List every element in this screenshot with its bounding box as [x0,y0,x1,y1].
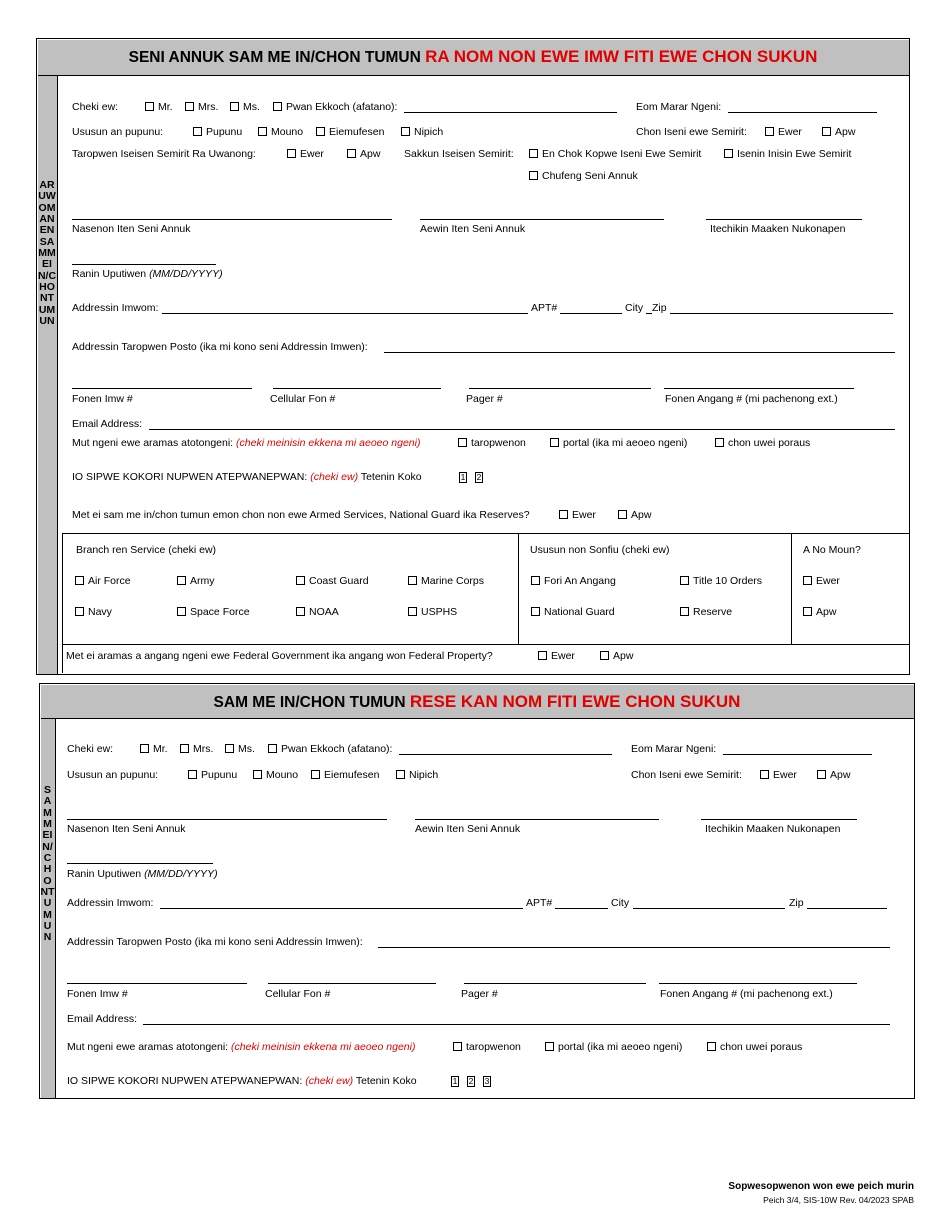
checkbox[interactable] [680,576,689,585]
branch-coast-guard[interactable]: Coast Guard [296,575,369,587]
checkbox[interactable] [253,770,262,779]
s2-nasenon-label: Nasenon Iten Seni Annuk [67,823,186,835]
s2-apt-label: APT# [526,897,553,909]
checkbox[interactable] [316,127,325,136]
checkbox[interactable] [408,576,417,585]
s2-mailing-field[interactable] [378,947,890,948]
moun-no-option[interactable]: Apw [803,606,836,618]
mailing-label: Addressin Taropwen Posto (ika mi kono seni Addressin Imwen): [72,341,368,353]
checkbox[interactable] [401,127,410,136]
s2-title-other-option[interactable]: Pwan Ekkoch (afatano): [268,743,392,755]
s2-title-mrs-option[interactable]: Mrs. [180,743,213,755]
mut-label: Mut ngeni ewe aramas atotongeni: (cheki meinisin ekkena mi aeoeo ngeni) [72,437,421,449]
pager-field[interactable] [469,388,651,389]
checkbox[interactable] [822,127,831,136]
s2-ususun-label: Ususun an pupunu: [67,769,159,781]
checkbox[interactable] [803,607,812,616]
email-field[interactable] [149,429,895,430]
checkbox[interactable] [538,651,547,660]
eom-marar-field[interactable] [728,112,877,113]
checkbox[interactable] [180,744,189,753]
checkbox[interactable] [707,1042,716,1051]
fonen-angang-field[interactable] [664,388,854,389]
checkbox[interactable] [185,102,194,111]
mut-chon-uwei-option[interactable]: chon uwei poraus [715,437,810,449]
itechikin-field[interactable] [706,219,862,220]
checkbox[interactable] [458,438,467,447]
sakkun-option-3[interactable]: Chufeng Seni Annuk [529,170,638,182]
armed-question: Met ei sam me in/chon tumun emon chon non ewe Armed Services, National Guard ika Reserves? [72,509,530,521]
zip-label: Zip [652,302,667,314]
s2-apt-field[interactable] [555,908,608,909]
sonfiu-national-guard[interactable]: National Guard [531,606,615,618]
checkbox[interactable] [75,607,84,616]
s2-title-mr-option[interactable]: Mr. [140,743,168,755]
sakkun-label: Sakkun Iseisen Semirit: [404,148,514,160]
sonfiu-reserve[interactable]: Reserve [680,606,732,618]
checkbox[interactable] [258,127,267,136]
fonen-angang-label: Fonen Angang # (mi pachenong ext.) [665,393,838,405]
section2-header [41,685,914,719]
ususun-nipich-option[interactable]: Nipich [401,126,443,138]
aewin-label: Aewin Iten Seni Annuk [420,223,526,235]
s2-chon-iseni-label: Chon Iseni ewe Semirit: [631,769,742,781]
section2-sidebar-text: SAMMEIN/CHONTUMUN [40,784,55,944]
chon-iseni-yes-option[interactable]: Ewer [765,126,802,138]
taropwen-no-option[interactable]: Apw [347,148,380,160]
ususun-pupunu-option[interactable]: Pupunu [193,126,242,138]
s2-dob-label: Ranin Uputiwen (MM/DD/YYYY) [67,868,218,880]
s2-eom-marar-field[interactable] [723,754,872,755]
s2-itechikin-field[interactable] [701,819,857,820]
branch-header: Branch ren Service (cheki ew) [76,544,217,556]
s2-title-other-field[interactable] [399,754,612,755]
federal-yes-option[interactable]: Ewer [538,650,575,662]
armed-no-option[interactable]: Apw [618,509,651,521]
service-table-top [62,533,909,534]
fonen-imw-label: Fonen Imw # [72,393,133,405]
checkbox[interactable] [765,127,774,136]
checkbox[interactable] [550,438,559,447]
apt-field[interactable] [560,313,622,314]
apt-label: APT# [531,302,558,314]
email-label: Email Address: [72,418,143,430]
s2-ususun-nipich-option[interactable]: Nipich [396,769,438,781]
checkbox[interactable] [600,651,609,660]
branch-army[interactable]: Army [177,575,215,587]
section2-box [39,683,915,1099]
s2-fonen-imw-field[interactable] [67,983,247,984]
koko-2-box[interactable]: 2 [476,472,482,482]
checkbox[interactable] [296,576,305,585]
service-table-div1 [518,533,519,644]
checkbox[interactable] [225,744,234,753]
s2-koko-2-box[interactable]: 2 [468,1076,474,1086]
moun-yes-option[interactable]: Ewer [803,575,840,587]
eom-marar-label: Eom Marar Ngeni: [636,101,722,113]
s2-ususun-mouno-option[interactable]: Mouno [253,769,298,781]
s2-fonen-angang-field[interactable] [659,983,857,984]
armed-yes-option[interactable]: Ewer [559,509,596,521]
checkbox[interactable] [75,576,84,585]
footer-continue: Sopwesopwenon won ewe peich murin [728,1181,914,1192]
branch-space-force[interactable]: Space Force [177,606,250,618]
sonfiu-header: Ususun non Sonfiu (cheki ew) [530,544,670,556]
checkbox[interactable] [296,607,305,616]
chon-iseni-label: Chon Iseni ewe Semirit: [636,126,747,138]
nasenon-field[interactable] [72,219,392,220]
s2-ususun-pupunu-option[interactable]: Pupunu [188,769,237,781]
aewin-field[interactable] [420,219,664,220]
sakkun-option-1[interactable]: En Chok Kopwe Iseni Ewe Semirit [529,148,701,160]
s2-zip-label: Zip [789,897,804,909]
title-other-field[interactable] [404,112,617,113]
checkbox[interactable] [618,510,627,519]
title-mrs-option[interactable]: Mrs. [185,101,218,113]
s2-pager-label: Pager # [461,988,498,1000]
sakkun-option-2[interactable]: Isenin Inisin Ewe Semirit [724,148,851,160]
s2-chon-iseni-yes-option[interactable]: Ewer [760,769,797,781]
mut-portal-option[interactable]: portal (ika mi aeoeo ngeni) [550,437,687,449]
s2-cellular-field[interactable] [268,983,436,984]
branch-usphs[interactable]: USPHS [408,606,457,618]
s2-cellular-label: Cellular Fon # [265,988,331,1000]
city-label: City [625,302,644,314]
s2-aewin-field[interactable] [415,819,659,820]
nasenon-label: Nasenon Iten Seni Annuk [72,223,191,235]
section2-title-black: SAM ME IN/CHON TUMUN [213,693,406,711]
ususun-eiemufesen-option[interactable]: Eiemufesen [316,126,384,138]
s2-title-ms-option[interactable]: Ms. [225,743,255,755]
chon-iseni-no-option[interactable]: Apw [822,126,855,138]
s2-mailing-label: Addressin Taropwen Posto (ika mi kono seni Addressin Imwen): [67,936,363,948]
checkbox[interactable] [347,149,356,158]
federal-question: Met ei aramas a angang ngeni ewe Federal Government ika angang won Federal Property? [66,650,493,662]
section1-title-red: RA NOM NON EWE IMW FITI EWE CHON SUKUN [425,46,818,66]
service-table-left [62,533,63,673]
service-table-bottom [62,644,909,645]
branch-navy[interactable]: Navy [75,606,112,618]
footer-form-id: Peich 3/4, SIS-10W Rev. 04/2023 SPAB [763,1195,914,1205]
mut-taropwenon-option[interactable]: taropwenon [458,437,526,449]
checkbox[interactable] [453,1042,462,1051]
dob-field[interactable] [72,264,216,265]
checkbox[interactable] [545,1042,554,1051]
zip-field[interactable] [670,313,893,314]
section2-title-red: RESE KAN NOM FITI EWE CHON SUKUN [409,691,741,711]
s2-nasenon-field[interactable] [67,819,387,820]
checkbox[interactable] [724,149,733,158]
s2-mut-chon-uwei-option[interactable]: chon uwei poraus [707,1041,802,1053]
checkbox[interactable] [268,744,277,753]
checkbox[interactable] [188,770,197,779]
s2-city-field[interactable] [633,908,785,909]
pager-label: Pager # [466,393,503,405]
sonfiu-title10[interactable]: Title 10 Orders [680,575,762,587]
moun-header: A No Moun? [803,544,861,556]
section1-sidebar [38,76,58,674]
s2-mut-taropwenon-option[interactable]: taropwenon [453,1041,521,1053]
branch-air-force[interactable]: Air Force [75,575,131,587]
taropwen-yes-option[interactable]: Ewer [287,148,324,160]
ususun-mouno-option[interactable]: Mouno [258,126,303,138]
checkbox[interactable] [273,102,282,111]
checkbox[interactable] [193,127,202,136]
s2-io-label: IO SIPWE KOKORI NUPWEN ATEPWANEPWAN: (cheki ew) Tetenin Koko [67,1075,417,1087]
s2-koko-numbers [451,1075,499,1087]
checkbox[interactable] [230,102,239,111]
s2-email-label: Email Address: [67,1013,138,1025]
s2-koko-3-box[interactable]: 3 [484,1076,490,1086]
mailing-field[interactable] [384,352,895,353]
section1-sidebar-text: ARUWOMANENSAMMEIN/CHONTUMUN [37,179,57,328]
cellular-field[interactable] [273,388,441,389]
branch-marine-corps[interactable]: Marine Corps [408,575,484,587]
cellular-label: Cellular Fon # [270,393,336,405]
fonen-imw-field[interactable] [72,388,252,389]
checkbox[interactable] [531,607,540,616]
checkbox[interactable] [140,744,149,753]
title-mr-option[interactable]: Mr. [145,101,173,113]
title-ms-option[interactable]: Ms. [230,101,260,113]
address-field[interactable] [162,313,528,314]
koko-numbers [459,471,491,483]
branch-noaa[interactable]: NOAA [296,606,339,618]
s2-mut-label: Mut ngeni ewe aramas atotongeni: (cheki meinisin ekkena mi aeoeo ngeni) [67,1041,416,1053]
s2-address-label: Addressin Imwom: [67,897,154,909]
taropwen-label: Taropwen Iseisen Semirit Ra Uwanong: [72,148,256,160]
s2-aewin-label: Aewin Iten Seni Annuk [415,823,521,835]
s2-title-label: Cheki ew: [67,743,114,755]
sonfiu-fori[interactable]: Fori An Angang [531,575,616,587]
address-label: Addressin Imwom: [72,302,159,314]
s2-mut-portal-option[interactable]: portal (ika mi aeoeo ngeni) [545,1041,682,1053]
itechikin-label: Itechikin Maaken Nukonapen [710,223,846,235]
section2-sidebar [41,719,56,1098]
checkbox[interactable] [287,149,296,158]
s2-pager-field[interactable] [464,983,646,984]
checkbox[interactable] [760,770,769,779]
title-other-option[interactable]: Pwan Ekkoch (afatano): [273,101,397,113]
s2-address-field[interactable] [160,908,523,909]
checkbox[interactable] [396,770,405,779]
checkbox[interactable] [529,171,538,180]
checkbox[interactable] [715,438,724,447]
io-label: IO SIPWE KOKORI NUPWEN ATEPWANEPWAN: (cheki ew) Tetenin Koko [72,471,422,483]
s2-zip-field[interactable] [807,908,887,909]
section1-title-black: SENI ANNUK SAM ME IN/CHON TUMUN [128,48,421,66]
checkbox[interactable] [177,607,186,616]
s2-chon-iseni-no-option[interactable]: Apw [817,769,850,781]
s2-eom-marar-label: Eom Marar Ngeni: [631,743,717,755]
s2-ususun-eiemufesen-option[interactable]: Eiemufesen [311,769,379,781]
service-table-div2 [791,533,792,644]
title-label: Cheki ew: [72,101,119,113]
checkbox[interactable] [817,770,826,779]
checkbox[interactable] [529,149,538,158]
koko-1-box[interactable]: 1 [460,472,466,482]
checkbox[interactable] [177,576,186,585]
federal-no-option[interactable]: Apw [600,650,633,662]
checkbox[interactable] [311,770,320,779]
s2-dob-field[interactable] [67,863,213,864]
s2-email-field[interactable] [143,1024,890,1025]
s2-itechikin-label: Itechikin Maaken Nukonapen [705,823,841,835]
checkbox[interactable] [531,576,540,585]
checkbox[interactable] [145,102,154,111]
s2-fonen-imw-label: Fonen Imw # [67,988,128,1000]
checkbox[interactable] [680,607,689,616]
s2-fonen-angang-label: Fonen Angang # (mi pachenong ext.) [660,988,833,1000]
checkbox[interactable] [559,510,568,519]
ususun-label: Ususun an pupunu: [72,126,164,138]
checkbox[interactable] [803,576,812,585]
s2-city-label: City [611,897,630,909]
section1-header [38,40,909,76]
s2-koko-1-box[interactable]: 1 [452,1076,458,1086]
dob-label: Ranin Uputiwen (MM/DD/YYYY) [72,268,223,280]
checkbox[interactable] [408,607,417,616]
